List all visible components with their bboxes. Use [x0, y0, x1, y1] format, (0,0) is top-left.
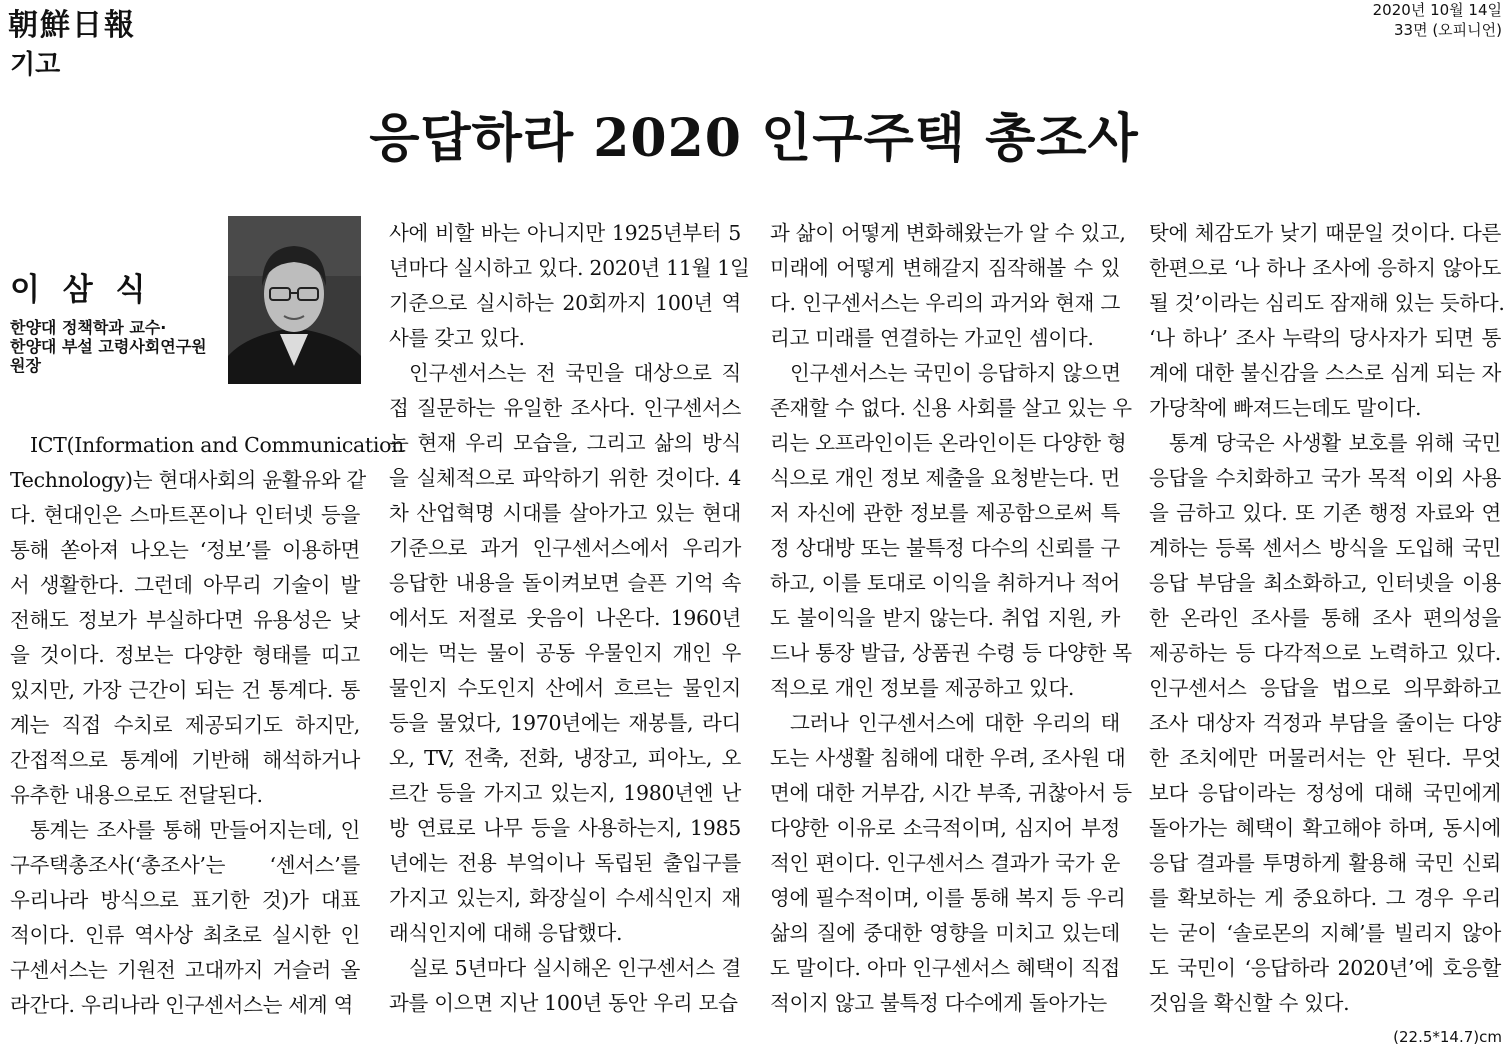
- article-text-line: 응답 결과를 투명하게 활용해 국민 신뢰: [1149, 851, 1501, 875]
- article-text-line: 는 현재 우리 모습을, 그리고 삶의 방식: [389, 431, 741, 455]
- article-text-line: 통계는 조사를 통해 만들어지는데, 인: [30, 818, 360, 842]
- article-text-line: 를 확보하는 게 중요하다. 그 경우 우리: [1149, 886, 1501, 910]
- article-text-line: 도는 사생활 침해에 대한 우려, 조사원 대: [770, 746, 1126, 770]
- article-column-3: [770, 216, 1132, 1021]
- article-text-line: 응답한 내용을 돌이켜보면 슬픈 기억 속: [389, 571, 741, 595]
- article-text-line: 에는 먹는 물이 공동 우물인지 개인 우: [389, 641, 741, 665]
- article-text-line: 래식인지에 대해 응답했다.: [389, 921, 623, 945]
- article-text-line: 과 삶이 어떻게 변화해왔는가 알 수 있고,: [770, 221, 1126, 245]
- article-text-line: 라간다. 우리나라 인구센서스는 세계 역: [10, 993, 354, 1017]
- article-text-line: 전해도 정보가 부실하다면 유용성은 낮: [10, 608, 360, 632]
- article-text-line: 실로 5년마다 실시해온 인구센서스 결: [409, 956, 741, 980]
- article-text-line: 년마다 실시하고 있다. 2020년 11월 1일: [389, 256, 750, 280]
- article-text-line: 인구센서스는 전 국민을 대상으로 직: [409, 361, 741, 385]
- article-text-line: 사에 비할 바는 아니지만 1925년부터 5: [389, 221, 741, 245]
- article-text-line: 한 조치에만 머물러서는 안 된다. 무엇: [1149, 746, 1501, 770]
- author-affiliation: [10, 318, 230, 375]
- section-label: 기고: [10, 50, 61, 80]
- article-text-line: 기준으로 과거 인구센서스에서 우리가: [389, 536, 741, 560]
- article-text-line: 통해 쏟아져 나오는 ‘정보’를 이용하면: [10, 538, 360, 562]
- article-text-line: 응답을 수치화하고 국가 목적 이외 사용: [1149, 466, 1501, 490]
- article-text-line: 사를 갖고 있다.: [389, 326, 525, 350]
- article-text-line: 있지만, 가장 근간이 되는 건 통계다. 통: [10, 678, 360, 702]
- article-text-line: 한편으로 ‘나 하나 조사에 응하지 않아도: [1149, 256, 1501, 280]
- article-text-line: 보다 응답이라는 정성에 대해 국민에게: [1149, 781, 1501, 805]
- author-affiliation-line: 한양대 정책학과 교수·: [10, 318, 167, 337]
- article-text-line: 에서도 저절로 웃음이 나온다. 1960년: [389, 606, 741, 630]
- article-headline: 응답하라 2020 인구주택 총조사: [369, 108, 1139, 169]
- newspaper-masthead: 朝鮮日報: [8, 8, 136, 43]
- article-column-4: [1149, 216, 1505, 1021]
- article-text-line: 계에 대한 불신감을 스스로 심게 되는 자: [1149, 361, 1501, 385]
- article-text-line: 돌아가는 혜택이 확고해야 하며, 동시에: [1149, 816, 1501, 840]
- article-text-line: 리고 미래를 연결하는 가교인 셈이다.: [770, 326, 1094, 350]
- article-text-line: 우리나라 방식으로 표기한 것)가 대표: [10, 888, 360, 912]
- article-column-2: [389, 216, 750, 1021]
- article-text-line: 한 온라인 조사를 통해 조사 편의성을: [1149, 606, 1501, 630]
- article-text-line: 될 것’이라는 심리도 잠재해 있는 듯하다.: [1149, 291, 1505, 315]
- article-text-line: 조사 대상자 걱정과 부담을 줄이는 다양: [1149, 711, 1501, 735]
- article-text-line: 구센서스는 기원전 고대까지 거슬러 올: [10, 958, 360, 982]
- article-text-line: 인구센서스는 국민이 응답하지 않으면: [790, 361, 1121, 385]
- article-text-line: 는 굳이 ‘솔로몬의 지혜’를 빌리지 않아: [1149, 921, 1501, 945]
- article-text-line: 계하는 등록 센서스 방식을 도입해 국민: [1149, 536, 1501, 560]
- article-text-line: 구주택총조사(‘총조사’는 ‘센서스’를: [10, 853, 360, 877]
- article-text-line: 정 상대방 또는 불특정 다수의 신뢰를 구: [770, 536, 1120, 560]
- article-text-line: 간접적으로 통계에 기반해 해석하거나: [10, 748, 360, 772]
- article-text-line: 탓에 체감도가 낮기 때문일 것이다. 다른: [1149, 221, 1501, 245]
- article-text-line: 식으로 개인 정보 제출을 요청받는다. 먼: [770, 466, 1120, 490]
- article-text-line: 가당착에 빠져드는데도 말이다.: [1149, 396, 1422, 420]
- article-text-line: 드나 통장 발급, 상품권 수령 등 다양한 목: [770, 641, 1132, 665]
- article-text-line: 물인지 수도인지 산에서 흐르는 물인지: [389, 676, 741, 700]
- article-text-line: Technology)는 현대사회의 윤활유와 같: [10, 468, 366, 492]
- author-photo: [228, 216, 361, 384]
- article-text-line: 저 자신에 관한 정보를 제공함으로써 특: [770, 501, 1120, 525]
- article-text-line: 기준으로 실시하는 20회까지 100년 역: [389, 291, 741, 315]
- article-text-line: 적이지 않고 불특정 다수에게 돌아가는: [770, 991, 1107, 1015]
- article-text-line: 유추한 내용으로도 전달된다.: [10, 783, 263, 807]
- article-text-line: 다. 현대인은 스마트폰이나 인터넷 등을: [10, 503, 360, 527]
- author-affiliation-line: 한양대 부설 고령사회연구원: [10, 337, 207, 356]
- article-text-line: 통계 당국은 사생활 보호를 위해 국민: [1169, 431, 1501, 455]
- article-text-line: 삶의 질에 중대한 영향을 미치고 있는데: [770, 921, 1120, 945]
- article-text-line: 것임을 확신할 수 있다.: [1149, 991, 1350, 1015]
- article-text-line: 적인 편이다. 인구센서스 결과가 국가 운: [770, 851, 1120, 875]
- article-text-line: 제공하는 등 다각적으로 노력하고 있다.: [1149, 641, 1501, 665]
- article-text-line: 적으로 개인 정보를 제공하고 있다.: [770, 676, 1075, 700]
- article-size-note: (22.5*14.7)cm: [1393, 1028, 1502, 1046]
- article-text-line: 도 국민이 ‘응답하라 2020년’에 호응할: [1149, 956, 1501, 980]
- article-text-line: 서 생활한다. 그런데 아무리 기술이 발: [10, 573, 360, 597]
- article-text-line: 인구센서스 응답을 법으로 의무화하고: [1149, 676, 1501, 700]
- article-text-line: 차 산업혁명 시대를 살아가고 있는 현대: [389, 501, 741, 525]
- article-text-line: 방 연료로 나무 등을 사용하는지, 1985: [389, 816, 741, 840]
- article-text-line: ‘나 하나’ 조사 누락의 당사자가 되면 통: [1149, 326, 1501, 350]
- article-text-line: 가지고 있는지, 화장실이 수세식인지 재: [389, 886, 741, 910]
- article-text-line: 계는 직접 수치로 제공되기도 하지만,: [10, 713, 360, 737]
- article-text-line: 그러나 인구센서스에 대한 우리의 태: [790, 711, 1120, 735]
- article-text-line: 르간 등을 가지고 있는지, 1980년엔 난: [389, 781, 741, 805]
- article-text-line: 적이다. 인류 역사상 최초로 실시한 인: [10, 923, 360, 947]
- article-text-line: 면에 대한 거부감, 시간 부족, 귀찮아서 등: [770, 781, 1132, 805]
- publication-meta: [1373, 0, 1502, 40]
- article-text-line: 응답 부담을 최소화하고, 인터넷을 이용: [1149, 571, 1501, 595]
- publication-date: 2020년 10월 14일: [1372, 1, 1502, 19]
- article-text-line: ICT(Information and Communication: [30, 433, 405, 457]
- article-text-line: 다. 인구센서스는 우리의 과거와 현재 그: [770, 291, 1120, 315]
- article-text-line: 도 말이다. 아마 인구센서스 혜택이 직접: [770, 956, 1120, 980]
- article-text-line: 영에 필수적이며, 이를 통해 복지 등 우리: [770, 886, 1126, 910]
- article-text-line: 을 실체적으로 파악하기 위한 것이다. 4: [389, 466, 741, 490]
- article-text-line: 도 불이익을 받지 않는다. 취업 지원, 카: [770, 606, 1120, 630]
- author-name: 이 삼 식: [10, 272, 152, 308]
- article-text-line: 오, TV, 전축, 전화, 냉장고, 피아노, 오: [389, 746, 741, 770]
- page-info: 33면 (오피니언): [1393, 21, 1502, 39]
- article-text-line: 을 것이다. 정보는 다양한 형태를 띠고: [10, 643, 360, 667]
- article-text-line: 을 금하고 있다. 또 기존 행정 자료와 연: [1149, 501, 1501, 525]
- article-text-line: 미래에 어떻게 변해갈지 짐작해볼 수 있: [770, 256, 1120, 280]
- article-column-1: [10, 428, 405, 1023]
- author-portrait-image: [228, 216, 361, 384]
- article-text-line: 리는 오프라인이든 온라인이든 다양한 형: [770, 431, 1127, 455]
- article-text-line: 접 질문하는 유일한 조사다. 인구센서스: [389, 396, 741, 420]
- article-text-line: 과를 이으면 지난 100년 동안 우리 모습: [389, 991, 738, 1015]
- article-text-line: 다양한 이유로 소극적이며, 심지어 부정: [770, 816, 1120, 840]
- article-text-line: 등을 물었다, 1970년에는 재봉틀, 라디: [389, 711, 741, 735]
- article-text-line: 존재할 수 없다. 신용 사회를 살고 있는 우: [770, 396, 1132, 420]
- author-affiliation-line: 원장: [10, 356, 41, 375]
- article-text-line: 하고, 이를 토대로 이익을 취하거나 적어: [770, 571, 1120, 595]
- article-text-line: 년에는 전용 부엌이나 독립된 출입구를: [389, 851, 741, 875]
